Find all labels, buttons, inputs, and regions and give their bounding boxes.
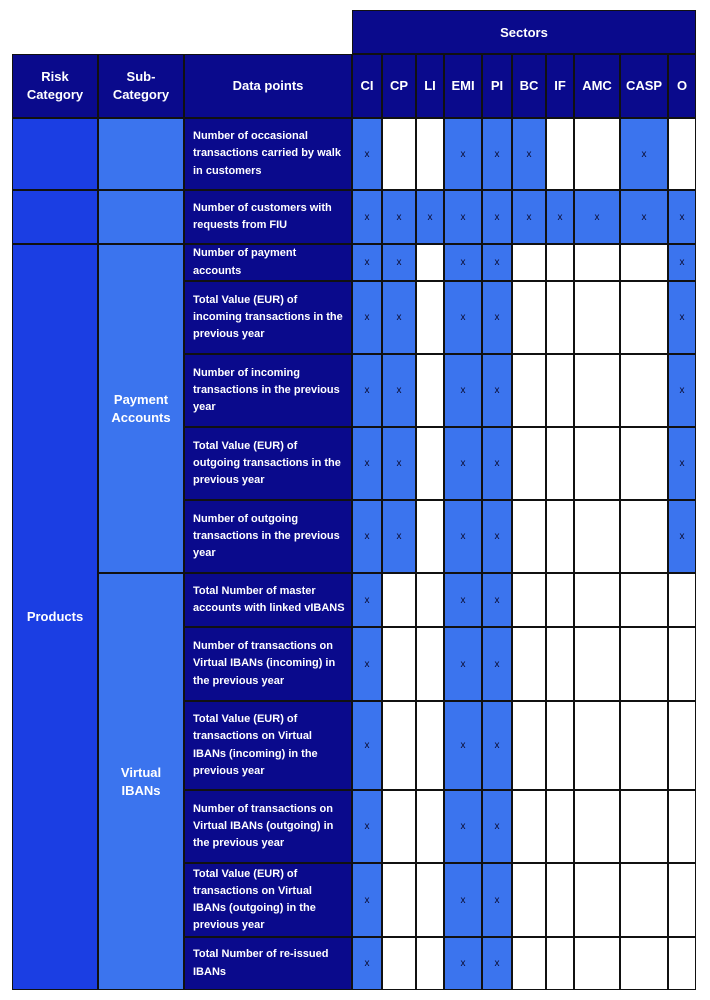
sector-mark-cell: x	[444, 118, 482, 190]
sector-mark-cell: x	[382, 427, 416, 500]
sector-mark-cell: x	[482, 790, 512, 863]
sector-mark-cell: x	[668, 281, 696, 354]
sector-mark-cell: x	[620, 190, 668, 244]
sector-empty-cell	[546, 500, 574, 573]
sector-empty-cell	[668, 118, 696, 190]
data-point-label: Number of outgoing transactions in the previous year	[184, 500, 352, 573]
sector-empty-cell	[620, 863, 668, 937]
sector-empty-cell	[620, 354, 668, 427]
sector-empty-cell	[620, 500, 668, 573]
sector-mark-cell: x	[444, 427, 482, 500]
sector-mark-cell: x	[444, 281, 482, 354]
sector-empty-cell	[668, 790, 696, 863]
sector-empty-cell	[574, 281, 620, 354]
sector-empty-cell	[574, 244, 620, 281]
sector-mark-cell: x	[352, 627, 382, 701]
sector-empty-cell	[382, 627, 416, 701]
sector-mark-cell: x	[482, 937, 512, 990]
sector-mark-cell: x	[352, 427, 382, 500]
sub-category-header: Sub-Category	[98, 54, 184, 118]
sector-empty-cell	[620, 573, 668, 627]
sector-header-li: LI	[416, 54, 444, 118]
sector-empty-cell	[382, 790, 416, 863]
sector-empty-cell	[574, 427, 620, 500]
sector-empty-cell	[416, 573, 444, 627]
sector-mark-cell: x	[444, 701, 482, 790]
sector-empty-cell	[668, 937, 696, 990]
sector-empty-cell	[512, 937, 546, 990]
sectors-header: Sectors	[352, 10, 696, 54]
data-point-label: Number of transactions on Virtual IBANs (outgoing) in the previous year	[184, 790, 352, 863]
sector-empty-cell	[382, 118, 416, 190]
data-point-label: Total Number of master accounts with linked vIBANS	[184, 573, 352, 627]
sector-empty-cell	[620, 427, 668, 500]
sector-empty-cell	[546, 244, 574, 281]
sector-empty-cell	[512, 281, 546, 354]
sector-empty-cell	[668, 627, 696, 701]
sector-header-cp: CP	[382, 54, 416, 118]
sector-mark-cell: x	[352, 573, 382, 627]
sector-mark-cell: x	[352, 863, 382, 937]
sector-mark-cell: x	[416, 190, 444, 244]
sector-empty-cell	[512, 790, 546, 863]
sector-empty-cell	[416, 118, 444, 190]
risk-category-row-2	[12, 190, 98, 244]
risk-category-row-1	[12, 118, 98, 190]
sector-mark-cell: x	[668, 354, 696, 427]
sub-category-row-2	[98, 190, 184, 244]
sector-mark-cell: x	[352, 244, 382, 281]
data-point-label: Total Value (EUR) of transactions on Virtual IBANs (incoming) in the previous year	[184, 701, 352, 790]
sector-empty-cell	[512, 627, 546, 701]
sector-mark-cell: x	[444, 190, 482, 244]
data-point-label: Number of transactions on Virtual IBANs (incoming) in the previous year	[184, 627, 352, 701]
sector-mark-cell: x	[482, 427, 512, 500]
sector-empty-cell	[416, 790, 444, 863]
data-point-label: Total Value (EUR) of incoming transactions in the previous year	[184, 281, 352, 354]
sector-empty-cell	[574, 790, 620, 863]
sector-empty-cell	[620, 281, 668, 354]
sector-mark-cell: x	[352, 281, 382, 354]
sector-mark-cell: x	[482, 354, 512, 427]
sector-empty-cell	[546, 627, 574, 701]
sector-empty-cell	[416, 627, 444, 701]
sector-mark-cell: x	[382, 354, 416, 427]
sector-mark-cell: x	[620, 118, 668, 190]
sector-empty-cell	[668, 573, 696, 627]
sector-empty-cell	[382, 937, 416, 990]
sector-empty-cell	[668, 863, 696, 937]
sector-header-if: IF	[546, 54, 574, 118]
sector-mark-cell: x	[352, 190, 382, 244]
sector-empty-cell	[512, 354, 546, 427]
sector-empty-cell	[416, 281, 444, 354]
sector-mark-cell: x	[444, 863, 482, 937]
sector-mark-cell: x	[444, 937, 482, 990]
sector-empty-cell	[574, 627, 620, 701]
sub-category-virtual-ibans: Virtual IBANs	[98, 573, 184, 990]
sector-mark-cell: x	[382, 500, 416, 573]
data-point-label: Number of payment accounts	[184, 244, 352, 281]
sub-category-payment-accounts: Payment Accounts	[98, 244, 184, 573]
sector-empty-cell	[574, 354, 620, 427]
sector-empty-cell	[546, 937, 574, 990]
sector-mark-cell: x	[512, 118, 546, 190]
sector-empty-cell	[416, 863, 444, 937]
sector-empty-cell	[382, 573, 416, 627]
sector-empty-cell	[574, 118, 620, 190]
sector-mark-cell: x	[546, 190, 574, 244]
sector-mark-cell: x	[574, 190, 620, 244]
sector-mark-cell: x	[482, 118, 512, 190]
sector-mark-cell: x	[444, 627, 482, 701]
sector-header-o: O	[668, 54, 696, 118]
sector-mark-cell: x	[482, 500, 512, 573]
sector-mark-cell: x	[482, 863, 512, 937]
sector-mark-cell: x	[482, 281, 512, 354]
sector-mark-cell: x	[444, 354, 482, 427]
sector-header-ci: CI	[352, 54, 382, 118]
data-point-label: Number of customers with requests from FIU	[184, 190, 352, 244]
sector-mark-cell: x	[482, 701, 512, 790]
sector-empty-cell	[546, 281, 574, 354]
sector-mark-cell: x	[352, 790, 382, 863]
sector-empty-cell	[620, 790, 668, 863]
sector-empty-cell	[546, 118, 574, 190]
sector-mark-cell: x	[482, 190, 512, 244]
sector-empty-cell	[546, 790, 574, 863]
sector-mark-cell: x	[444, 500, 482, 573]
sector-header-casp: CASP	[620, 54, 668, 118]
sector-mark-cell: x	[668, 427, 696, 500]
sector-empty-cell	[512, 701, 546, 790]
sector-mark-cell: x	[382, 281, 416, 354]
sector-empty-cell	[620, 937, 668, 990]
sector-mark-cell: x	[668, 244, 696, 281]
sector-empty-cell	[382, 863, 416, 937]
sector-empty-cell	[512, 863, 546, 937]
risk-category-products: Products	[12, 244, 98, 990]
data-point-label: Total Value (EUR) of transactions on Virtual IBANs (outgoing) in the previous year	[184, 863, 352, 937]
sector-mark-cell: x	[352, 937, 382, 990]
sector-mark-cell: x	[482, 244, 512, 281]
sector-empty-cell	[574, 500, 620, 573]
sub-category-row-1	[98, 118, 184, 190]
sector-mark-cell: x	[444, 244, 482, 281]
data-point-label: Number of incoming transactions in the previous year	[184, 354, 352, 427]
sector-empty-cell	[620, 701, 668, 790]
sector-empty-cell	[574, 701, 620, 790]
sector-mark-cell: x	[352, 354, 382, 427]
sector-empty-cell	[620, 244, 668, 281]
sector-empty-cell	[574, 863, 620, 937]
sector-empty-cell	[546, 863, 574, 937]
sector-header-amc: AMC	[574, 54, 620, 118]
data-points-header: Data points	[184, 54, 352, 118]
sector-empty-cell	[512, 244, 546, 281]
sector-header-emi: EMI	[444, 54, 482, 118]
sector-header-pi: PI	[482, 54, 512, 118]
data-point-label: Number of occasional transactions carried by walk in customers	[184, 118, 352, 190]
data-point-label: Total Number of re-issued IBANs	[184, 937, 352, 990]
sector-mark-cell: x	[482, 627, 512, 701]
sector-empty-cell	[574, 573, 620, 627]
sector-empty-cell	[546, 354, 574, 427]
sector-mark-cell: x	[352, 701, 382, 790]
risk-category-header: Risk Category	[12, 54, 98, 118]
sector-mark-cell: x	[668, 190, 696, 244]
sector-empty-cell	[546, 701, 574, 790]
sector-empty-cell	[416, 427, 444, 500]
sector-mark-cell: x	[352, 500, 382, 573]
sector-empty-cell	[416, 354, 444, 427]
sector-mark-cell: x	[444, 573, 482, 627]
sector-empty-cell	[416, 244, 444, 281]
sector-empty-cell	[574, 937, 620, 990]
sector-mark-cell: x	[444, 790, 482, 863]
sector-empty-cell	[668, 701, 696, 790]
sector-mark-cell: x	[382, 190, 416, 244]
sector-empty-cell	[512, 573, 546, 627]
sector-mark-cell: x	[668, 500, 696, 573]
data-point-label: Total Value (EUR) of outgoing transactions in the previous year	[184, 427, 352, 500]
sector-empty-cell	[416, 500, 444, 573]
sector-empty-cell	[620, 627, 668, 701]
sector-mark-cell: x	[512, 190, 546, 244]
sector-mark-cell: x	[382, 244, 416, 281]
sector-empty-cell	[512, 500, 546, 573]
sector-empty-cell	[546, 573, 574, 627]
sector-empty-cell	[512, 427, 546, 500]
sector-empty-cell	[416, 937, 444, 990]
sector-mark-cell: x	[352, 118, 382, 190]
sector-empty-cell	[416, 701, 444, 790]
sector-empty-cell	[382, 701, 416, 790]
sector-empty-cell	[546, 427, 574, 500]
sector-header-bc: BC	[512, 54, 546, 118]
sector-mark-cell: x	[482, 573, 512, 627]
